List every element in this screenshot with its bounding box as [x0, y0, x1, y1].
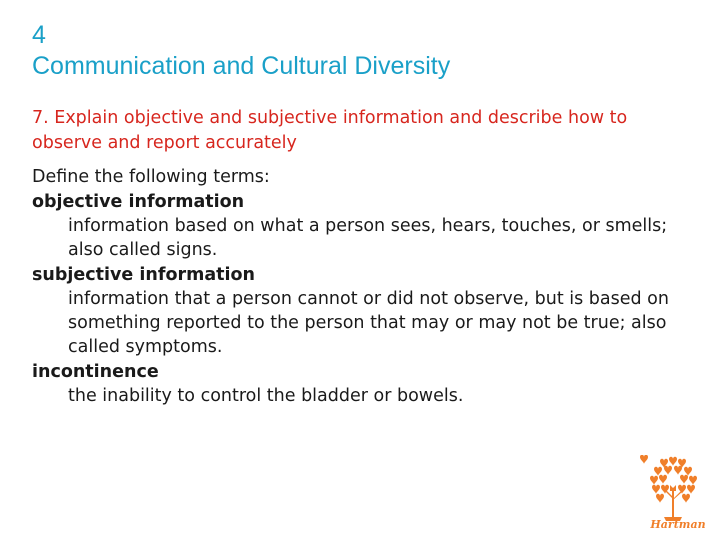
slide-title	[32, 20, 692, 82]
chapter-number: 4	[32, 21, 46, 49]
learning-objective: 7. Explain objective and subjective information and describe how to observe and report accurately	[32, 108, 628, 153]
definition-objective-information: information based on what a person sees, hears, touches, or smells; also called signs.	[68, 216, 668, 260]
intro-text: Define the following terms:	[32, 167, 270, 187]
term-incontinence: incontinence	[32, 362, 159, 382]
term-objective-information: objective information	[32, 192, 245, 212]
chapter-title: Communication and Cultural Diversity	[32, 52, 451, 80]
term-subjective-information: subjective information	[32, 265, 255, 285]
definition-subjective-information: information that a person cannot or did not observe, but is based on something reported to the person that may or may not be true; also called symptoms.	[68, 289, 669, 357]
definition-incontinence: the inability to control the bladder or bowels.	[68, 386, 464, 406]
logo-wordmark: Hartman	[650, 518, 706, 531]
slide-content	[32, 165, 702, 409]
